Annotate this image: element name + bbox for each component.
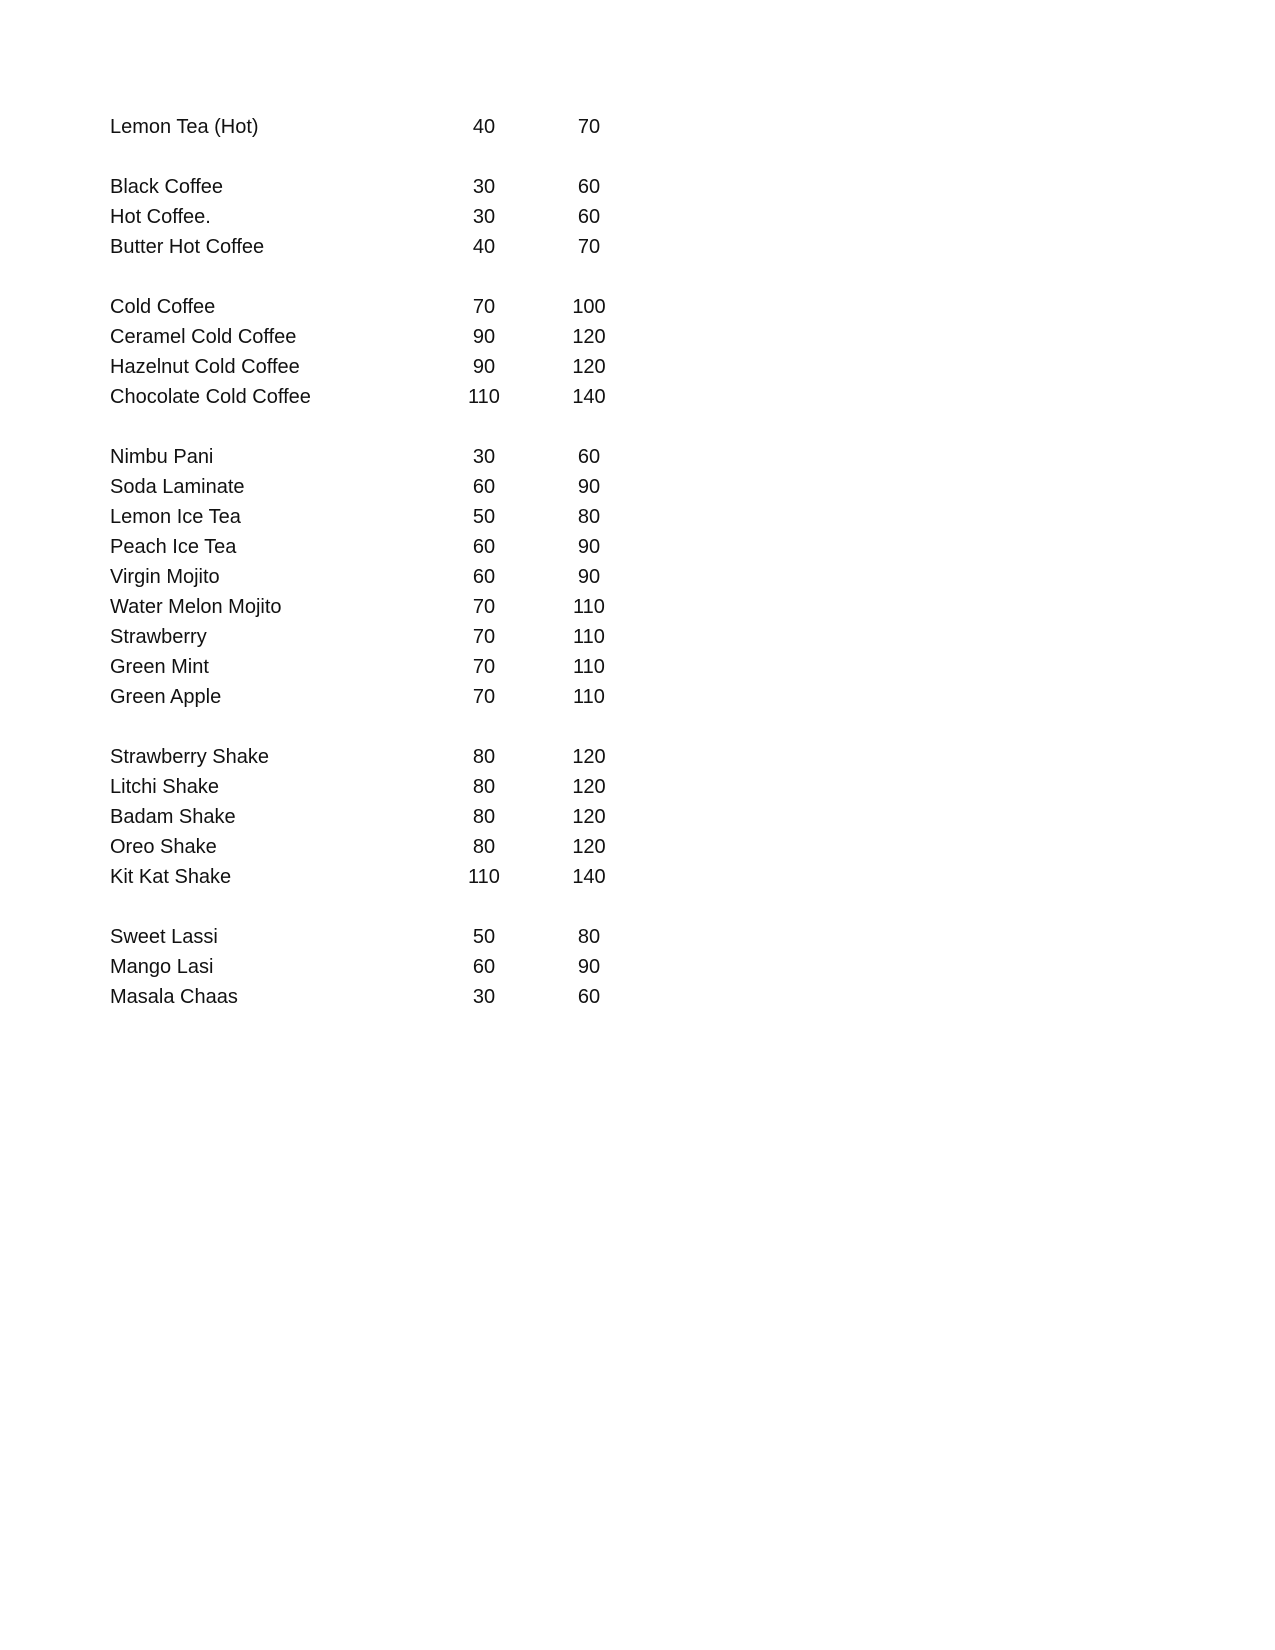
item-price-2: 120 [572,806,606,828]
item-price-1: 50 [472,926,496,948]
item-name: Green Apple [110,686,222,708]
item-name: Hazelnut Cold Coffee [110,356,300,378]
item-name: Virgin Mojito [110,566,220,588]
item-price-1: 30 [472,446,496,468]
menu-item [110,502,630,532]
menu-item [110,802,630,832]
item-name: Kit Kat Shake [110,866,232,888]
menu-group-cold-coffee [110,292,630,412]
menu-item [110,322,630,352]
item-name: Strawberry Shake [110,746,269,768]
item-price-1: 30 [472,176,496,198]
item-price-1: 40 [472,116,496,138]
item-price-2: 80 [577,926,601,948]
item-name: Soda Laminate [110,476,245,498]
item-name: Lemon Ice Tea [110,506,241,528]
item-price-1: 80 [472,776,496,798]
menu-item [110,442,630,472]
menu-item [110,292,630,322]
item-price-2: 90 [577,476,601,498]
menu-item [110,592,630,622]
item-price-1: 60 [472,536,496,558]
item-price-2: 100 [572,296,606,318]
menu-item [110,742,630,772]
item-name: Butter Hot Coffee [110,236,265,258]
menu-group-hot-tea [110,112,630,142]
menu-item [110,352,630,382]
item-price-2: 90 [577,536,601,558]
menu-item [110,982,630,1012]
item-price-2: 60 [577,176,601,198]
item-price-2: 110 [573,596,605,618]
item-price-1: 40 [472,236,496,258]
item-price-2: 60 [577,206,601,228]
item-price-1: 110 [468,386,500,408]
item-name: Black Coffee [110,176,224,198]
item-name: Litchi Shake [110,776,219,798]
item-price-1: 80 [472,806,496,828]
menu-item [110,652,630,682]
item-price-2: 90 [577,956,601,978]
item-price-2: 140 [572,866,606,888]
item-price-1: 70 [472,296,496,318]
menu-item [110,862,630,892]
menu-item [110,202,630,232]
item-price-1: 70 [472,596,496,618]
menu-item [110,922,630,952]
item-name: Hot Coffee. [110,206,211,228]
menu-item [110,622,630,652]
item-price-1: 70 [472,626,496,648]
menu-item [110,682,630,712]
item-price-2: 80 [577,506,601,528]
item-price-2: 90 [577,566,601,588]
menu-item [110,562,630,592]
item-price-2: 120 [572,776,606,798]
item-price-1: 60 [472,566,496,588]
item-price-2: 110 [573,656,605,678]
menu-item [110,172,630,202]
item-price-1: 80 [472,836,496,858]
item-name: Oreo Shake [110,836,217,858]
item-price-2: 120 [572,746,606,768]
item-name: Peach Ice Tea [110,536,237,558]
item-price-2: 120 [572,356,606,378]
item-name: Badam Shake [110,806,236,828]
item-name: Sweet Lassi [110,926,218,948]
menu-item [110,232,630,262]
menu-group-hot-coffee [110,172,630,262]
menu-price-list [110,112,630,1042]
item-price-2: 140 [572,386,606,408]
item-name: Water Melon Mojito [110,596,282,618]
item-price-1: 90 [472,326,496,348]
menu-item [110,952,630,982]
item-price-1: 70 [472,656,496,678]
item-name: Strawberry [110,626,207,648]
item-price-2: 120 [572,836,606,858]
item-price-2: 110 [573,626,605,648]
menu-item [110,382,630,412]
menu-item [110,532,630,562]
item-price-1: 50 [472,506,496,528]
item-name: Nimbu Pani [110,446,214,468]
item-price-1: 30 [472,206,496,228]
item-name: Masala Chaas [110,986,238,1008]
item-name: Ceramel Cold Coffee [110,326,297,348]
item-price-1: 60 [472,956,496,978]
menu-item [110,112,630,142]
item-price-1: 90 [472,356,496,378]
menu-group-coolers [110,442,630,712]
item-price-1: 70 [472,686,496,708]
menu-item [110,472,630,502]
item-name: Chocolate Cold Coffee [110,386,311,408]
item-name: Green Mint [110,656,209,678]
item-price-2: 110 [573,686,605,708]
item-name: Mango Lasi [110,956,214,978]
menu-item [110,832,630,862]
item-price-2: 70 [577,236,601,258]
item-price-2: 60 [577,446,601,468]
menu-group-shakes [110,742,630,892]
menu-item [110,772,630,802]
item-price-1: 60 [472,476,496,498]
item-price-1: 80 [472,746,496,768]
item-name: Lemon Tea (Hot) [110,116,259,138]
item-price-1: 30 [472,986,496,1008]
item-price-2: 70 [577,116,601,138]
item-price-1: 110 [468,866,500,888]
item-price-2: 120 [572,326,606,348]
item-price-2: 60 [577,986,601,1008]
item-name: Cold Coffee [110,296,216,318]
menu-group-lassi [110,922,630,1012]
